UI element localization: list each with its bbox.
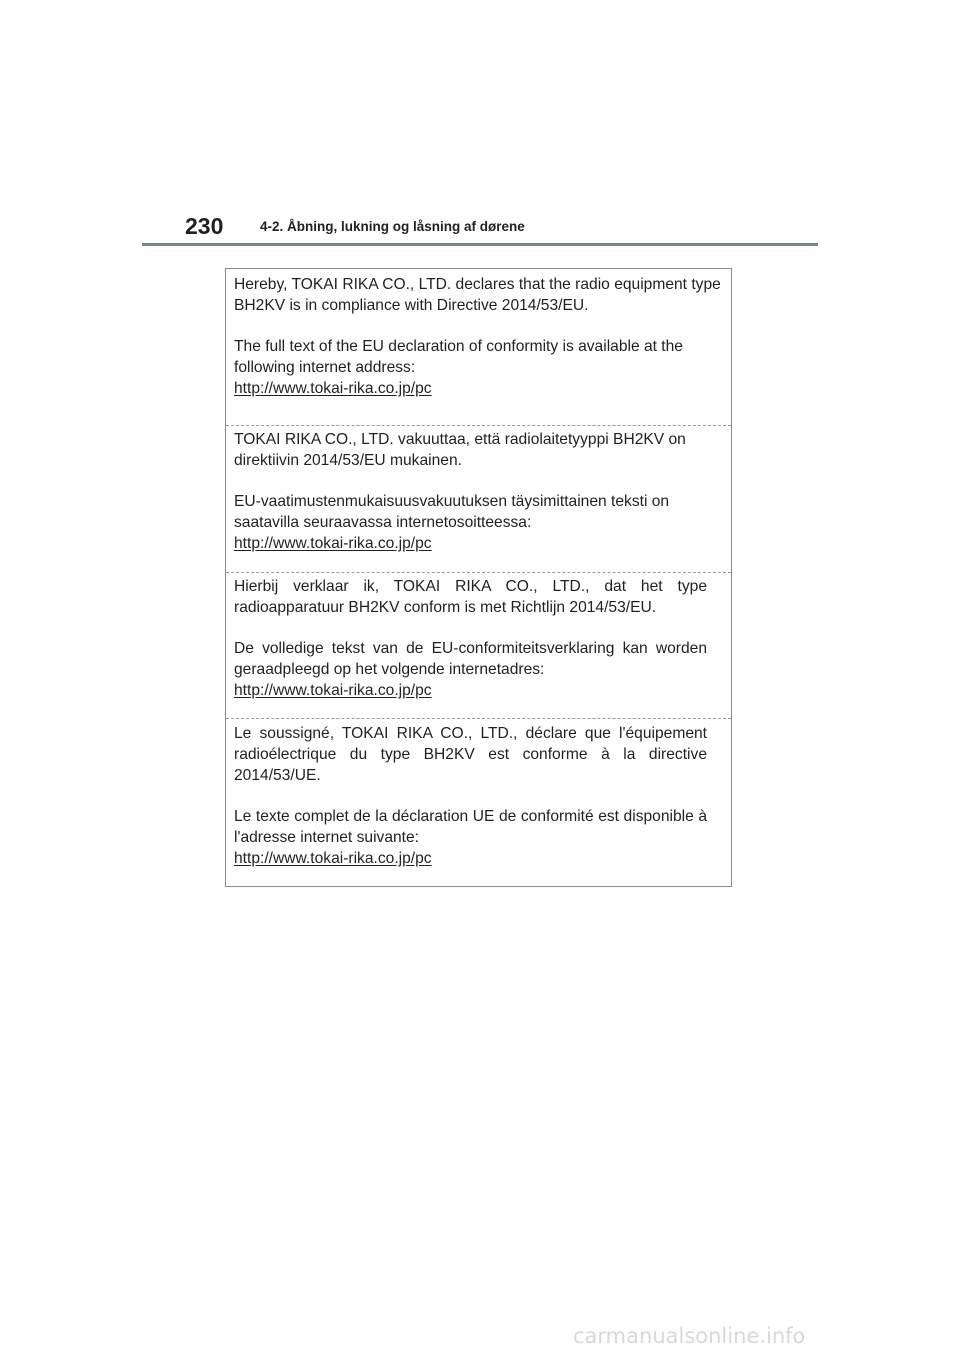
declaration-link[interactable]: http://www.tokai-rika.co.jp/pc	[234, 850, 432, 867]
declaration-box	[225, 268, 732, 887]
declaration-link[interactable]: http://www.tokai-rika.co.jp/pc	[234, 380, 432, 397]
header-rule	[142, 243, 818, 246]
declaration-availability: Le texte complet de la déclaration UE de conformité est disponible à l'adresse internet suivante:	[234, 808, 707, 846]
declaration-availability: The full text of the EU declaration of conformity is available at the following internet address:	[234, 338, 683, 376]
declaration-section-finnish	[226, 425, 731, 573]
declaration-statement: Hierbij verklaar ik, TOKAI RIKA CO., LTD., dat het type radioapparatuur BH2KV conform is met Richtlijn 2014/53/EU.	[234, 578, 707, 616]
page-number: 230	[185, 213, 224, 239]
declaration-link[interactable]: http://www.tokai-rika.co.jp/pc	[234, 682, 432, 699]
declaration-statement: TOKAI RIKA CO., LTD. vakuuttaa, että radiolaitetyyppi BH2KV on direktiivin 2014/53/EU mukainen.	[234, 431, 686, 469]
declaration-section-french	[226, 718, 731, 886]
declaration-availability: EU-vaatimustenmukaisuusvakuutuksen täysimittainen teksti on saatavilla seuraavassa internetosoitteessa:	[234, 493, 670, 531]
declaration-link[interactable]: http://www.tokai-rika.co.jp/pc	[234, 535, 432, 552]
watermark: carmanualsonline.info	[573, 1324, 806, 1348]
declaration-section-english	[226, 269, 731, 426]
declaration-section-dutch	[226, 572, 731, 719]
declaration-availability: De volledige tekst van de EU-conformiteitsverklaring kan worden geraadpleegd op het volgende internetadres:	[234, 640, 707, 678]
section-title: 4-2. Åbning, lukning og låsning af dørene	[260, 219, 525, 234]
declaration-statement: Hereby, TOKAI RIKA CO., LTD. declares that the radio equipment type BH2KV is in compliance with Directive 2014/53/EU.	[234, 276, 721, 314]
declaration-statement: Le soussigné, TOKAI RIKA CO., LTD., déclare que l'équipement radioélectrique du type BH2KV est conforme à la directive 2014/53/UE.	[234, 725, 707, 784]
